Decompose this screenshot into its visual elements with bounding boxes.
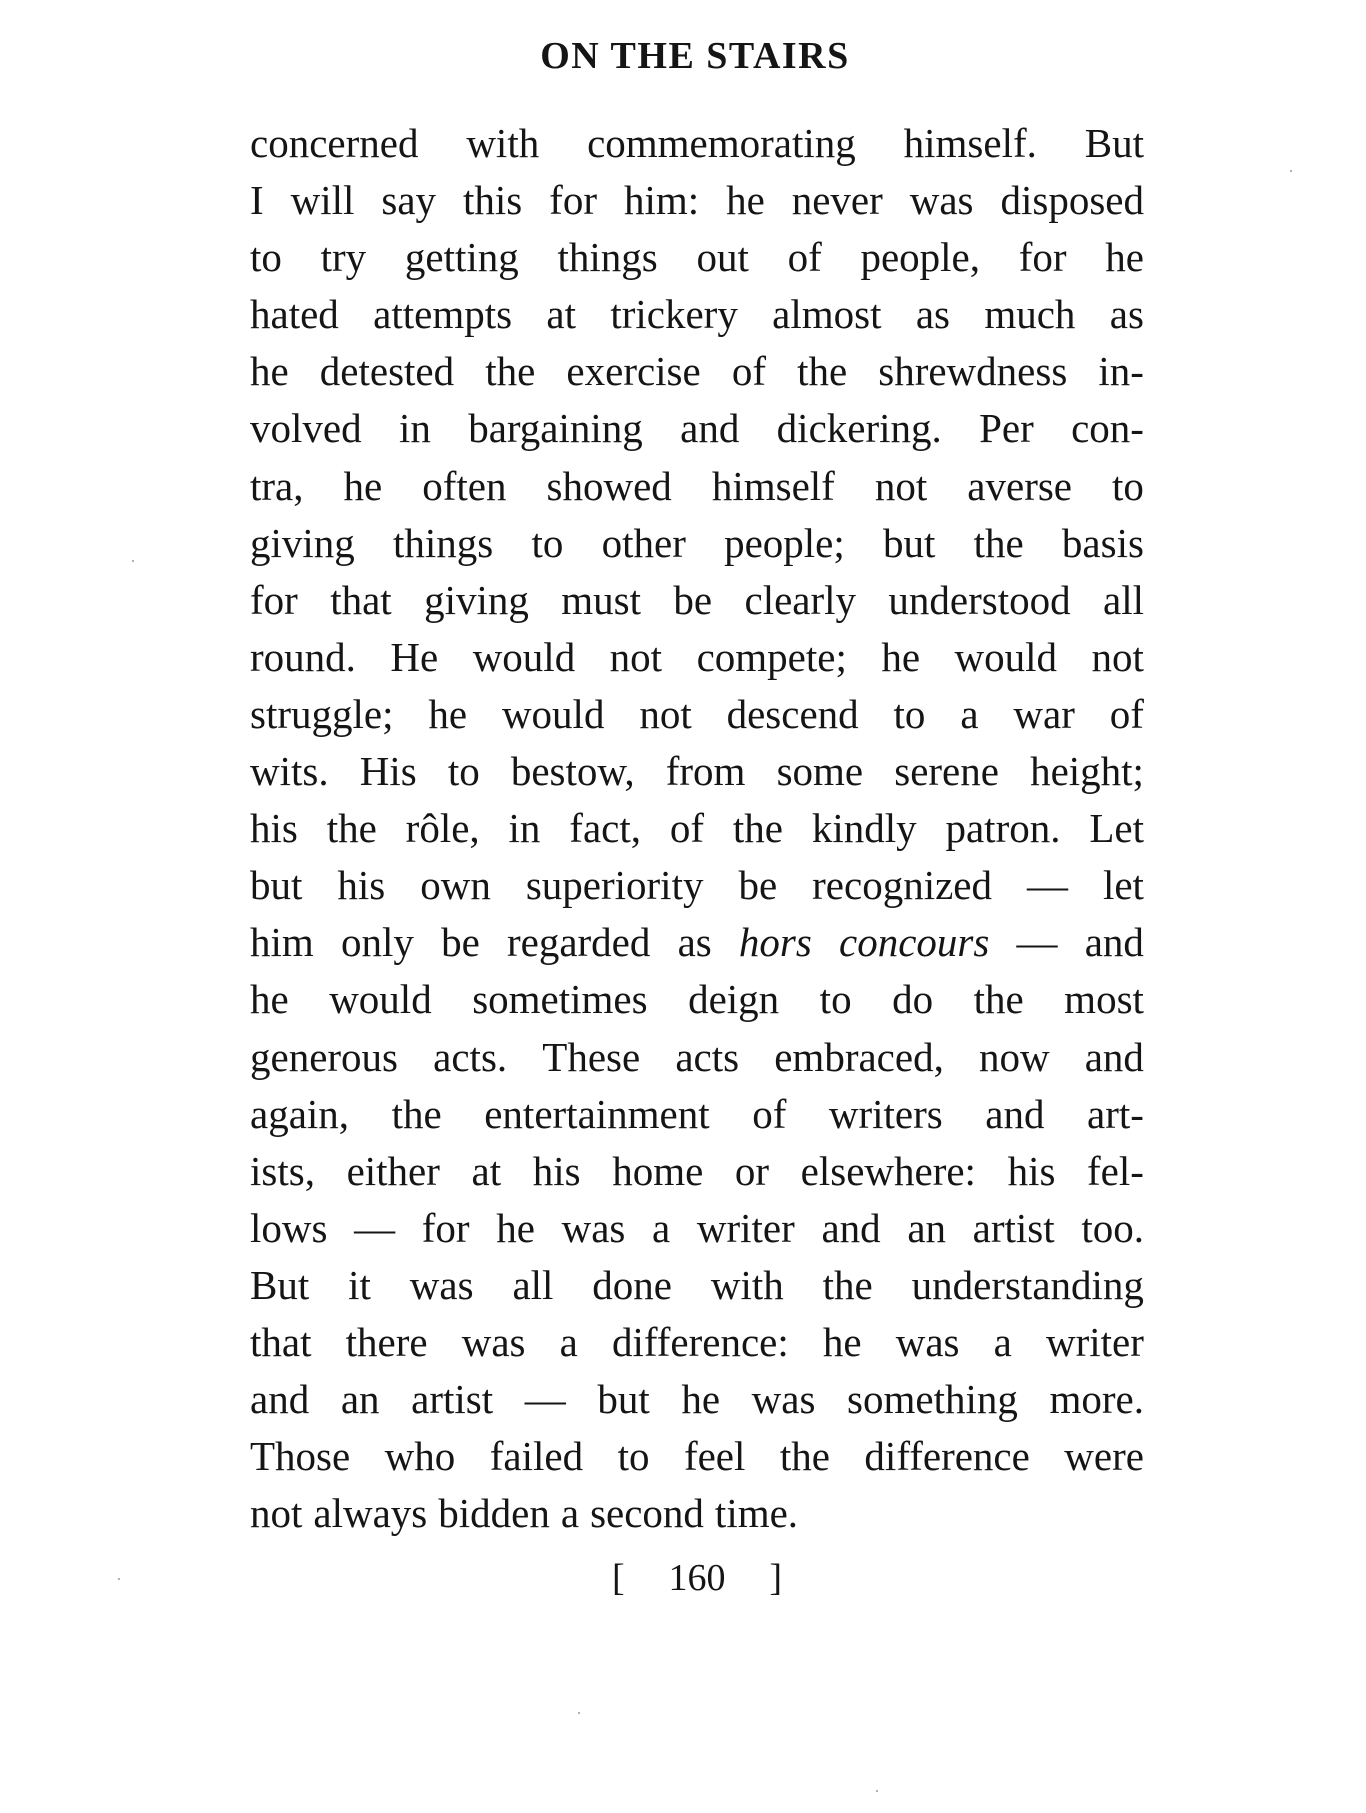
word: descend (726, 690, 859, 737)
word: a (652, 1204, 671, 1251)
word: it (348, 1261, 371, 1308)
word: volved (250, 405, 362, 452)
word: as (915, 291, 950, 338)
word: not (250, 1490, 303, 1537)
word: getting (404, 234, 519, 281)
word: more. (1049, 1376, 1144, 1423)
word: failed (489, 1433, 584, 1480)
word: of (752, 1090, 787, 1137)
word: be (673, 576, 713, 623)
word: always (313, 1490, 428, 1537)
word: an (340, 1376, 380, 1423)
word: wits. (250, 748, 329, 795)
word: lows (250, 1204, 328, 1251)
word: in- (1098, 348, 1144, 395)
word: rôle, (405, 805, 480, 852)
folio-open-bracket: [ (612, 1557, 625, 1599)
word: home (612, 1147, 704, 1194)
word: that (250, 1318, 312, 1365)
word: to (893, 690, 926, 737)
word: himself (711, 462, 835, 509)
word: was (409, 1261, 474, 1308)
word: the (797, 348, 848, 395)
word: other (601, 519, 686, 566)
word: his (532, 1147, 581, 1194)
text-line (250, 800, 1144, 857)
word: and (680, 405, 740, 452)
word: attempts (373, 291, 513, 338)
word: embraced, (774, 1033, 944, 1080)
word: him: (623, 177, 700, 224)
word: kindly (811, 805, 917, 852)
word: regarded (506, 919, 651, 966)
scan-speck (876, 1790, 878, 1792)
word: ists, (250, 1147, 315, 1194)
word: artist (972, 1204, 1055, 1251)
word: — (524, 1376, 566, 1423)
word: would (954, 633, 1058, 680)
word: were (1064, 1433, 1144, 1480)
word: from (665, 748, 746, 795)
word: the (391, 1090, 442, 1137)
word: understood (888, 576, 1071, 623)
word: but (250, 862, 303, 909)
word: giving (424, 576, 529, 623)
word: the (732, 805, 783, 852)
text-line (250, 1086, 1144, 1143)
word: be (738, 862, 778, 909)
word: round. (250, 633, 356, 680)
word: the (822, 1261, 873, 1308)
folio-number: 160 (668, 1557, 726, 1599)
word: the (779, 1433, 830, 1480)
text-line (250, 458, 1144, 515)
word: often (422, 462, 507, 509)
word: to (531, 519, 564, 566)
word: was (751, 1376, 816, 1423)
word: Per (979, 405, 1034, 452)
word: bidden (438, 1490, 550, 1537)
word: generous (250, 1033, 399, 1080)
word: let (1102, 862, 1144, 909)
word: either (346, 1147, 440, 1194)
word: with (710, 1261, 784, 1308)
word: a (559, 1318, 578, 1365)
word: of (787, 234, 822, 281)
text-line (250, 229, 1144, 286)
word: These (542, 1033, 641, 1080)
text-line (250, 629, 1144, 686)
word: him (250, 919, 314, 966)
word: there (345, 1318, 428, 1365)
word: bargaining (468, 405, 643, 452)
text-line (250, 1029, 1144, 1086)
word: his (337, 862, 386, 909)
body-text (250, 115, 1144, 1542)
text-line (250, 686, 1144, 743)
word: in (398, 405, 431, 452)
word: difference: (611, 1318, 789, 1365)
word: of (1109, 690, 1144, 737)
word: struggle; (250, 690, 394, 737)
word: the (326, 805, 377, 852)
word: artist (411, 1376, 494, 1423)
word: in (508, 805, 541, 852)
word: now (978, 1033, 1050, 1080)
word: who (384, 1433, 456, 1480)
word: he (822, 1318, 862, 1365)
word: some (776, 748, 864, 795)
word: he (496, 1204, 535, 1251)
word: was (461, 1318, 526, 1365)
scan-speck (578, 1712, 580, 1714)
word: the (973, 976, 1024, 1023)
word: be (441, 919, 480, 966)
word: trickery (610, 291, 738, 338)
word: was (561, 1204, 626, 1251)
word: most (1064, 976, 1144, 1023)
word: for (421, 1204, 470, 1251)
word: con- (1071, 405, 1144, 452)
word: understanding (911, 1261, 1144, 1308)
word: But (1084, 120, 1144, 166)
word: writer (1046, 1318, 1144, 1365)
text-line (250, 1200, 1144, 1257)
word: an (907, 1204, 947, 1251)
word: done (592, 1261, 672, 1308)
text-line (250, 857, 1144, 914)
word: a (560, 1490, 580, 1537)
word: — (1016, 919, 1058, 966)
text-line (250, 286, 1144, 343)
word: to (617, 1433, 650, 1480)
word: at (546, 291, 576, 338)
word: He (390, 633, 439, 680)
word: he (681, 1376, 721, 1423)
word: difference (864, 1433, 1030, 1480)
word: to (1112, 462, 1144, 509)
word: only (340, 919, 414, 966)
word: do (892, 976, 934, 1023)
text-line (250, 572, 1144, 629)
word: will (290, 177, 355, 224)
word: of (731, 348, 766, 395)
word: must (561, 576, 642, 623)
word: disposed (1000, 177, 1144, 224)
text-line (250, 971, 1144, 1028)
folio-close-bracket: ] (769, 1557, 782, 1599)
word: averse (967, 462, 1072, 509)
word: hors (738, 919, 812, 966)
word: to (819, 976, 852, 1023)
word: fact, (569, 805, 641, 852)
text-line (250, 515, 1144, 572)
scan-speck (118, 1578, 120, 1580)
word: serene (894, 748, 999, 795)
word: at (471, 1147, 502, 1194)
word: acts. (433, 1033, 508, 1080)
word: basis (1061, 519, 1144, 566)
word: a (960, 690, 979, 737)
word: but (882, 519, 936, 566)
word: compete; (696, 633, 847, 680)
word: would (472, 633, 576, 680)
word: writer (696, 1204, 795, 1251)
word: for (250, 576, 298, 623)
word: elsewhere: (800, 1147, 976, 1194)
word: to (447, 748, 480, 795)
word: and (821, 1204, 881, 1251)
word: would (329, 976, 432, 1023)
running-head: ON THE STAIRS (540, 35, 850, 77)
word: things (557, 234, 658, 281)
word: tra, (250, 462, 304, 509)
text-line (250, 743, 1144, 800)
text-line (250, 172, 1144, 229)
word: deign (688, 976, 780, 1023)
scan-speck (132, 560, 134, 562)
word: commemorating (587, 120, 856, 166)
word: superiority (525, 862, 704, 909)
word: the (485, 348, 536, 395)
text-line (250, 1485, 1144, 1542)
word: war (1013, 690, 1075, 737)
word: — (354, 1204, 396, 1251)
word: not (1091, 633, 1144, 680)
word: never (791, 177, 883, 224)
word: showed (546, 462, 672, 509)
word: or (734, 1147, 770, 1194)
word: clearly (744, 576, 857, 623)
word: of (669, 805, 705, 852)
word: he (1105, 234, 1144, 281)
word: exercise (566, 348, 701, 395)
word: he (250, 976, 289, 1023)
text-line (250, 1428, 1144, 1485)
word: shrewdness (878, 348, 1068, 395)
word: entertainment (484, 1090, 710, 1137)
word: too. (1081, 1204, 1144, 1251)
word: — (1026, 862, 1068, 909)
word: detested (319, 348, 455, 395)
word: that (330, 576, 392, 623)
word: and (1084, 919, 1144, 966)
text-line (250, 1257, 1144, 1314)
word: height; (1030, 748, 1144, 795)
word: he (428, 690, 468, 737)
word: all (1103, 576, 1144, 623)
word: people; (724, 519, 845, 566)
word: giving (250, 519, 355, 566)
word: own (420, 862, 491, 909)
word: his (250, 805, 298, 852)
word: was (895, 1318, 960, 1365)
word: as (677, 919, 712, 966)
word: and (1084, 1033, 1144, 1080)
word: concours (839, 919, 990, 966)
word: with (466, 120, 540, 166)
text-line (250, 343, 1144, 400)
word: as (1109, 291, 1144, 338)
word: himself. (903, 120, 1037, 166)
word: His (359, 748, 417, 795)
word: Let (1089, 805, 1144, 852)
text-line (250, 400, 1144, 457)
word: Those (250, 1433, 351, 1480)
word: sometimes (472, 976, 648, 1023)
word: patron. (945, 805, 1061, 852)
word: try (320, 234, 367, 281)
word: he (343, 462, 383, 509)
word: but (597, 1376, 650, 1423)
word: to (250, 234, 282, 281)
word: out (696, 234, 749, 281)
word: people, (860, 234, 980, 281)
word: recognized (812, 862, 992, 909)
word: much (984, 291, 1076, 338)
text-line (250, 1314, 1144, 1371)
word: he (726, 177, 765, 224)
text-line (250, 115, 1144, 172)
word: dickering. (776, 405, 942, 452)
word: writers (828, 1090, 943, 1137)
word: he (881, 633, 921, 680)
word: a (993, 1318, 1012, 1365)
word: not (609, 633, 663, 680)
word: he (250, 348, 289, 395)
word: almost (772, 291, 882, 338)
word: was (909, 177, 974, 224)
word: hated (250, 291, 339, 338)
word: not (639, 690, 692, 737)
word: again, (250, 1090, 350, 1137)
text-line (250, 1371, 1144, 1428)
word: fel- (1087, 1147, 1144, 1194)
word: his (1007, 1147, 1056, 1194)
word: not (874, 462, 928, 509)
word: I (250, 177, 264, 224)
page-number (612, 1550, 782, 1606)
word: and (985, 1090, 1045, 1137)
scan-speck (1290, 170, 1292, 172)
text-line (250, 914, 1144, 971)
word: bestow, (510, 748, 635, 795)
word: feel (683, 1433, 746, 1480)
word: the (973, 519, 1024, 566)
text-line (250, 1143, 1144, 1200)
word: for (1018, 234, 1067, 281)
word: But (250, 1261, 310, 1308)
word: say (381, 177, 437, 224)
word: concerned (250, 120, 419, 166)
word: and (250, 1376, 310, 1423)
word: all (512, 1261, 554, 1308)
word: this (462, 177, 523, 224)
word: acts (675, 1033, 740, 1080)
word: time. (714, 1490, 799, 1537)
word: second (590, 1490, 704, 1537)
word: something (847, 1376, 1018, 1423)
word: art- (1087, 1090, 1144, 1137)
word: for (549, 177, 597, 224)
word: things (393, 519, 494, 566)
word: would (501, 690, 605, 737)
